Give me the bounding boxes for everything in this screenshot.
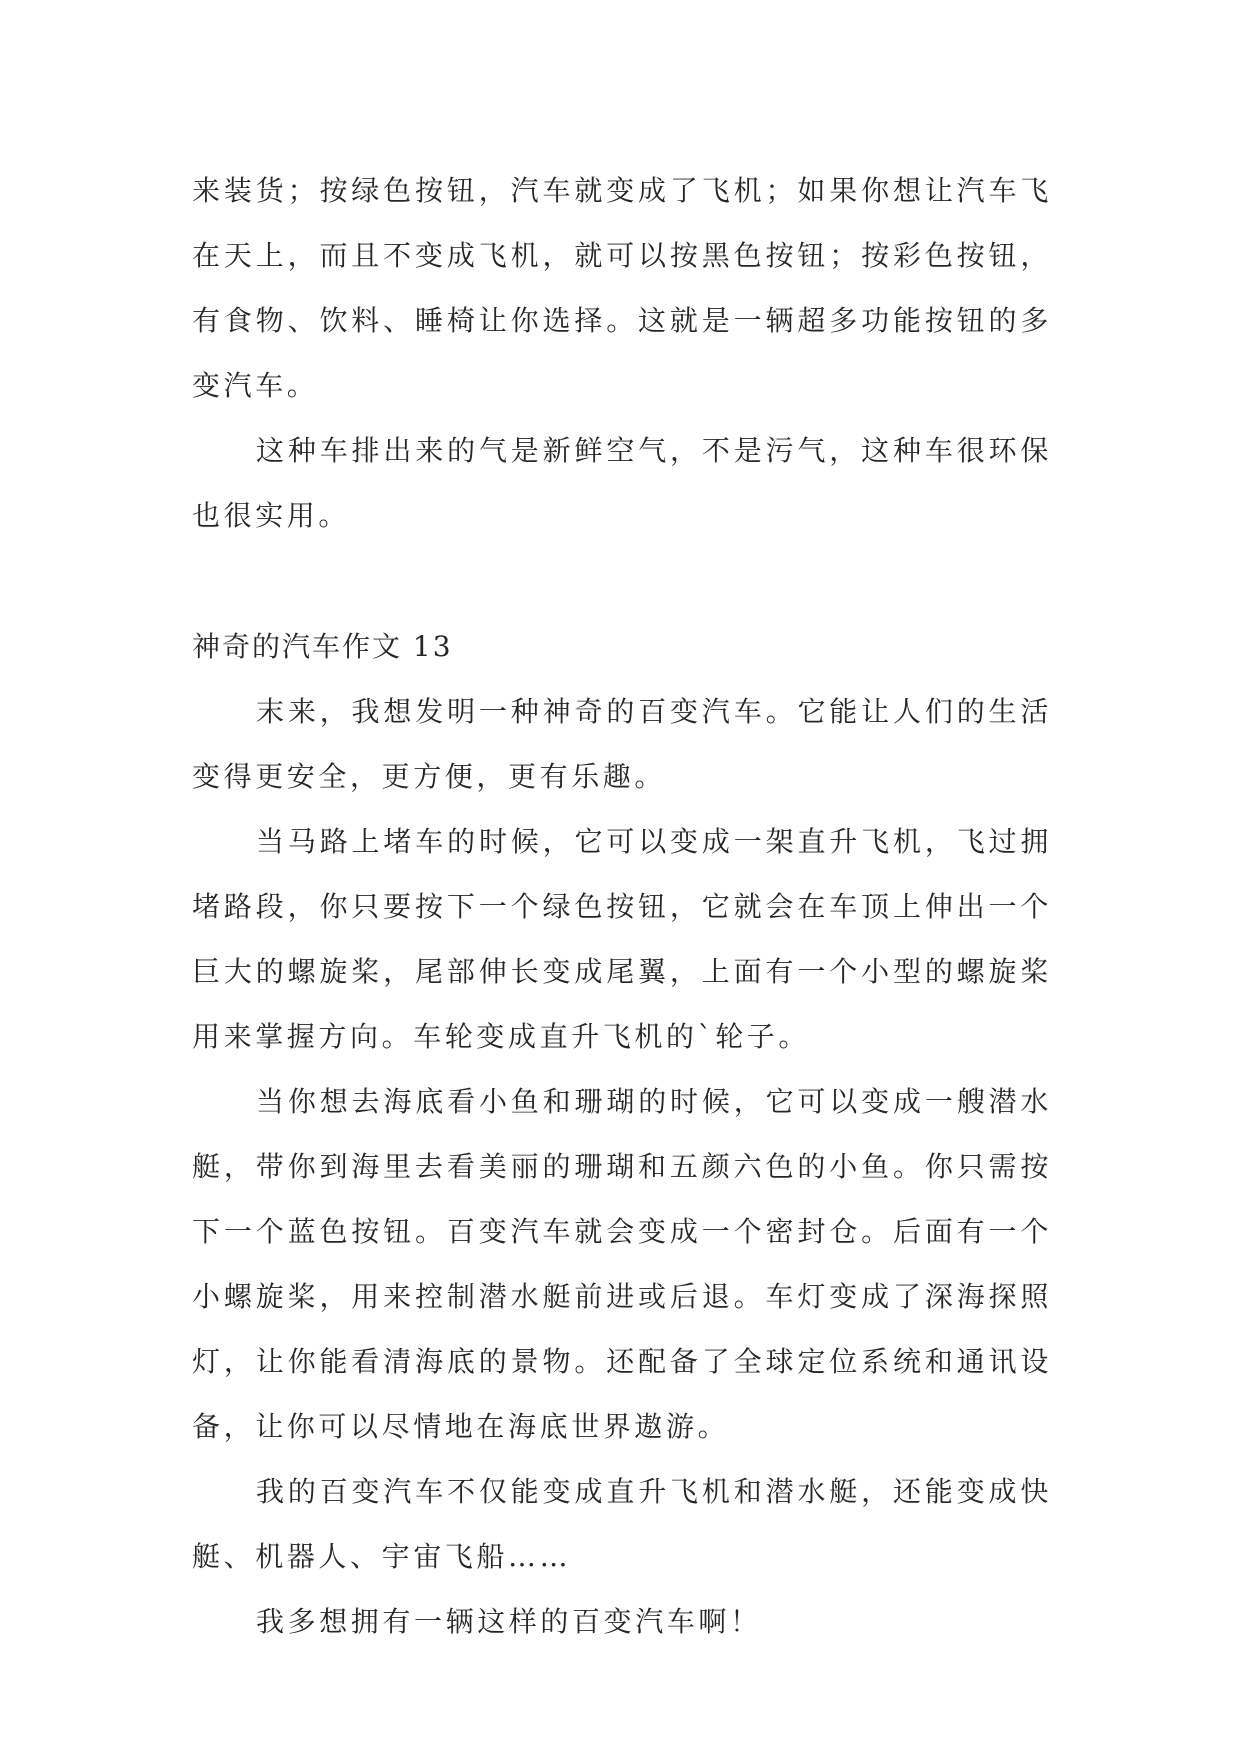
body-paragraph: 当马路上堵车的时候，它可以变成一架直升飞机，飞过拥堵路段，你只要按下一个绿色按钮，它就会在车顶上伸出一个巨大的螺旋桨，尾部伸长变成尾翼，上面有一个小型的螺旋桨用来掌握方向。车轮变成直升飞机的`轮子。 <box>192 825 1052 1053</box>
body-paragraph: 当你想去海底看小鱼和珊瑚的时候，它可以变成一艘潜水艇，带你到海里去看美丽的珊瑚和五颜六色的小鱼。你只需按下一个蓝色按钮。百变汽车就会变成一个密封仓。后面有一个小螺旋桨，用来控制潜水艇前进或后退。车灯变成了深海探照灯，让你能看清海底的景物。还配备了全球定位系统和通讯设备，让你可以尽情地在海底世界遨游。 <box>192 1085 1052 1443</box>
body-paragraph: 来装货；按绿色按钮，汽车就变成了飞机；如果你想让汽车飞在天上，而且不变成飞机，就可以按黑色按钮；按彩色按钮，有食物、饮料、睡椅让你选择。这就是一辆超多功能按钮的多变汽车。 <box>192 174 1052 402</box>
body-paragraph: 这种车排出来的气是新鲜空气，不是污气，这种车很环保也很实用。 <box>192 434 1052 532</box>
section-spacer <box>192 548 1052 614</box>
body-paragraph: 我多想拥有一辆这样的百变汽车啊！ <box>256 1605 762 1638</box>
body-paragraph: 末来，我想发明一种神奇的百变汽车。它能让人们的生活变得更安全，更方便，更有乐趣。 <box>192 695 1052 793</box>
document-body <box>192 158 1052 1654</box>
body-paragraph: 我的百变汽车不仅能变成直升飞机和潜水艇，还能变成快艇、机器人、宇宙飞船…… <box>192 1475 1052 1573</box>
section-title: 神奇的汽车作文 13 <box>192 630 453 663</box>
